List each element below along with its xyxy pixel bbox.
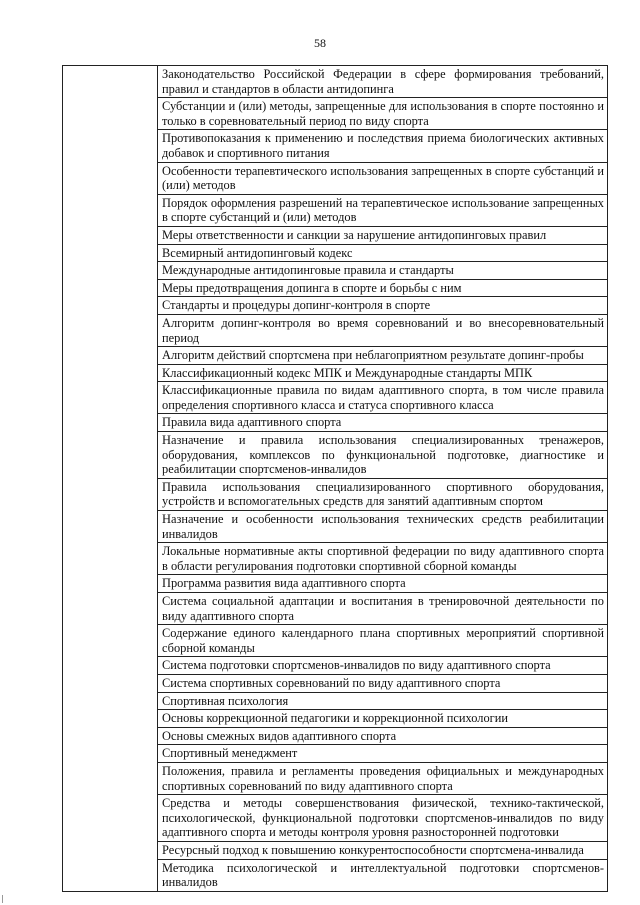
requirement-text-cell: Методика психологической и интеллектуальной подготовки спортсменов-инвалидов bbox=[158, 859, 608, 891]
requirement-text-cell: Содержание единого календарного плана спортивных мероприятий спортивной сборной команды bbox=[158, 625, 608, 657]
table-body bbox=[63, 66, 608, 892]
requirement-text-cell: Программа развития вида адаптивного спорта bbox=[158, 575, 608, 593]
requirement-text-cell: Алгоритм действий спортсмена при неблагоприятном результате допинг-пробы bbox=[158, 347, 608, 365]
requirement-text-cell: Система спортивных соревнований по виду адаптивного спорта bbox=[158, 674, 608, 692]
requirement-text-cell: Классификационные правила по видам адаптивного спорта, в том числе правила определения спортивного класса и статуса спортивного класса bbox=[158, 382, 608, 414]
requirement-text-cell: Классификационный кодекс МПК и Международные стандарты МПК bbox=[158, 364, 608, 382]
requirement-text-cell: Спортивная психология bbox=[158, 692, 608, 710]
table-row bbox=[63, 66, 608, 98]
requirement-text-cell: Система подготовки спортсменов-инвалидов по виду адаптивного спорта bbox=[158, 657, 608, 675]
requirement-text-cell: Назначение и правила использования специализированных тренажеров, оборудования, комплексов по функциональной подготовке, диагностике и реабилитации спортсменов-инвалидов bbox=[158, 432, 608, 479]
requirement-text-cell: Назначение и особенности использования технических средств реабилитации инвалидов bbox=[158, 511, 608, 543]
requirement-text-cell: Основы коррекционной педагогики и коррекционной психологии bbox=[158, 710, 608, 728]
requirement-text-cell: Порядок оформления разрешений на терапевтическое использование запрещенных в спорте субстанций и (или) методов bbox=[158, 194, 608, 226]
requirement-text-cell: Спортивный менеджмент bbox=[158, 745, 608, 763]
requirement-text-cell: Ресурсный подход к повышению конкурентоспособности спортсмена-инвалида bbox=[158, 841, 608, 859]
requirement-text-cell: Законодательство Российской Федерации в сфере формирования требований, правил и стандартов в области антидопинга bbox=[158, 66, 608, 98]
requirement-text-cell: Локальные нормативные акты спортивной федерации по виду адаптивного спорта в области регулирования подготовки спортивной сборной команды bbox=[158, 543, 608, 575]
knowledge-requirements-table bbox=[62, 65, 608, 892]
requirement-text-cell: Основы смежных видов адаптивного спорта bbox=[158, 727, 608, 745]
requirement-text-cell: Правила вида адаптивного спорта bbox=[158, 414, 608, 432]
requirement-text-cell: Меры предотвращения допинга в спорте и борьбы с ним bbox=[158, 279, 608, 297]
empty-left-column-cell bbox=[63, 66, 158, 892]
page-number: 58 bbox=[314, 36, 326, 50]
requirement-text-cell: Правила использования специализированного спортивного оборудования, устройств и вспомогательных средств для занятий адаптивным спортом bbox=[158, 478, 608, 510]
requirement-text-cell: Субстанции и (или) методы, запрещенные для использования в спорте постоянно и только в соревновательный период по виду спорта bbox=[158, 98, 608, 130]
requirement-text-cell: Противопоказания к применению и последствия приема биологических активных добавок и спортивного питания bbox=[158, 130, 608, 162]
requirement-text-cell: Алгоритм допинг-контроля во время соревнований и во внесоревновательный период bbox=[158, 314, 608, 346]
requirement-text-cell: Средства и методы совершенствования физической, технико-тактической, психологической, функциональной подготовки спортсменов-инвалидов по виду адаптивного спорта и методы контроля уровня разносторонней подготовки bbox=[158, 795, 608, 842]
requirement-text-cell: Международные антидопинговые правила и стандарты bbox=[158, 262, 608, 280]
requirement-text-cell: Положения, правила и регламенты проведения официальных и международных спортивных соревнований по виду адаптивного спорта bbox=[158, 762, 608, 794]
requirement-text-cell: Особенности терапевтического использования запрещенных в спорте субстанций и (или) методов bbox=[158, 162, 608, 194]
requirement-text-cell: Система социальной адаптации и воспитания в тренировочной деятельности по виду адаптивного спорта bbox=[158, 593, 608, 625]
requirement-text-cell: Меры ответственности и санкции за нарушение антидопинговых правил bbox=[158, 226, 608, 244]
requirement-text-cell: Стандарты и процедуры допинг-контроля в спорте bbox=[158, 297, 608, 315]
requirement-text-cell: Всемирный антидопинговый кодекс bbox=[158, 244, 608, 262]
margin-mark bbox=[2, 895, 9, 903]
